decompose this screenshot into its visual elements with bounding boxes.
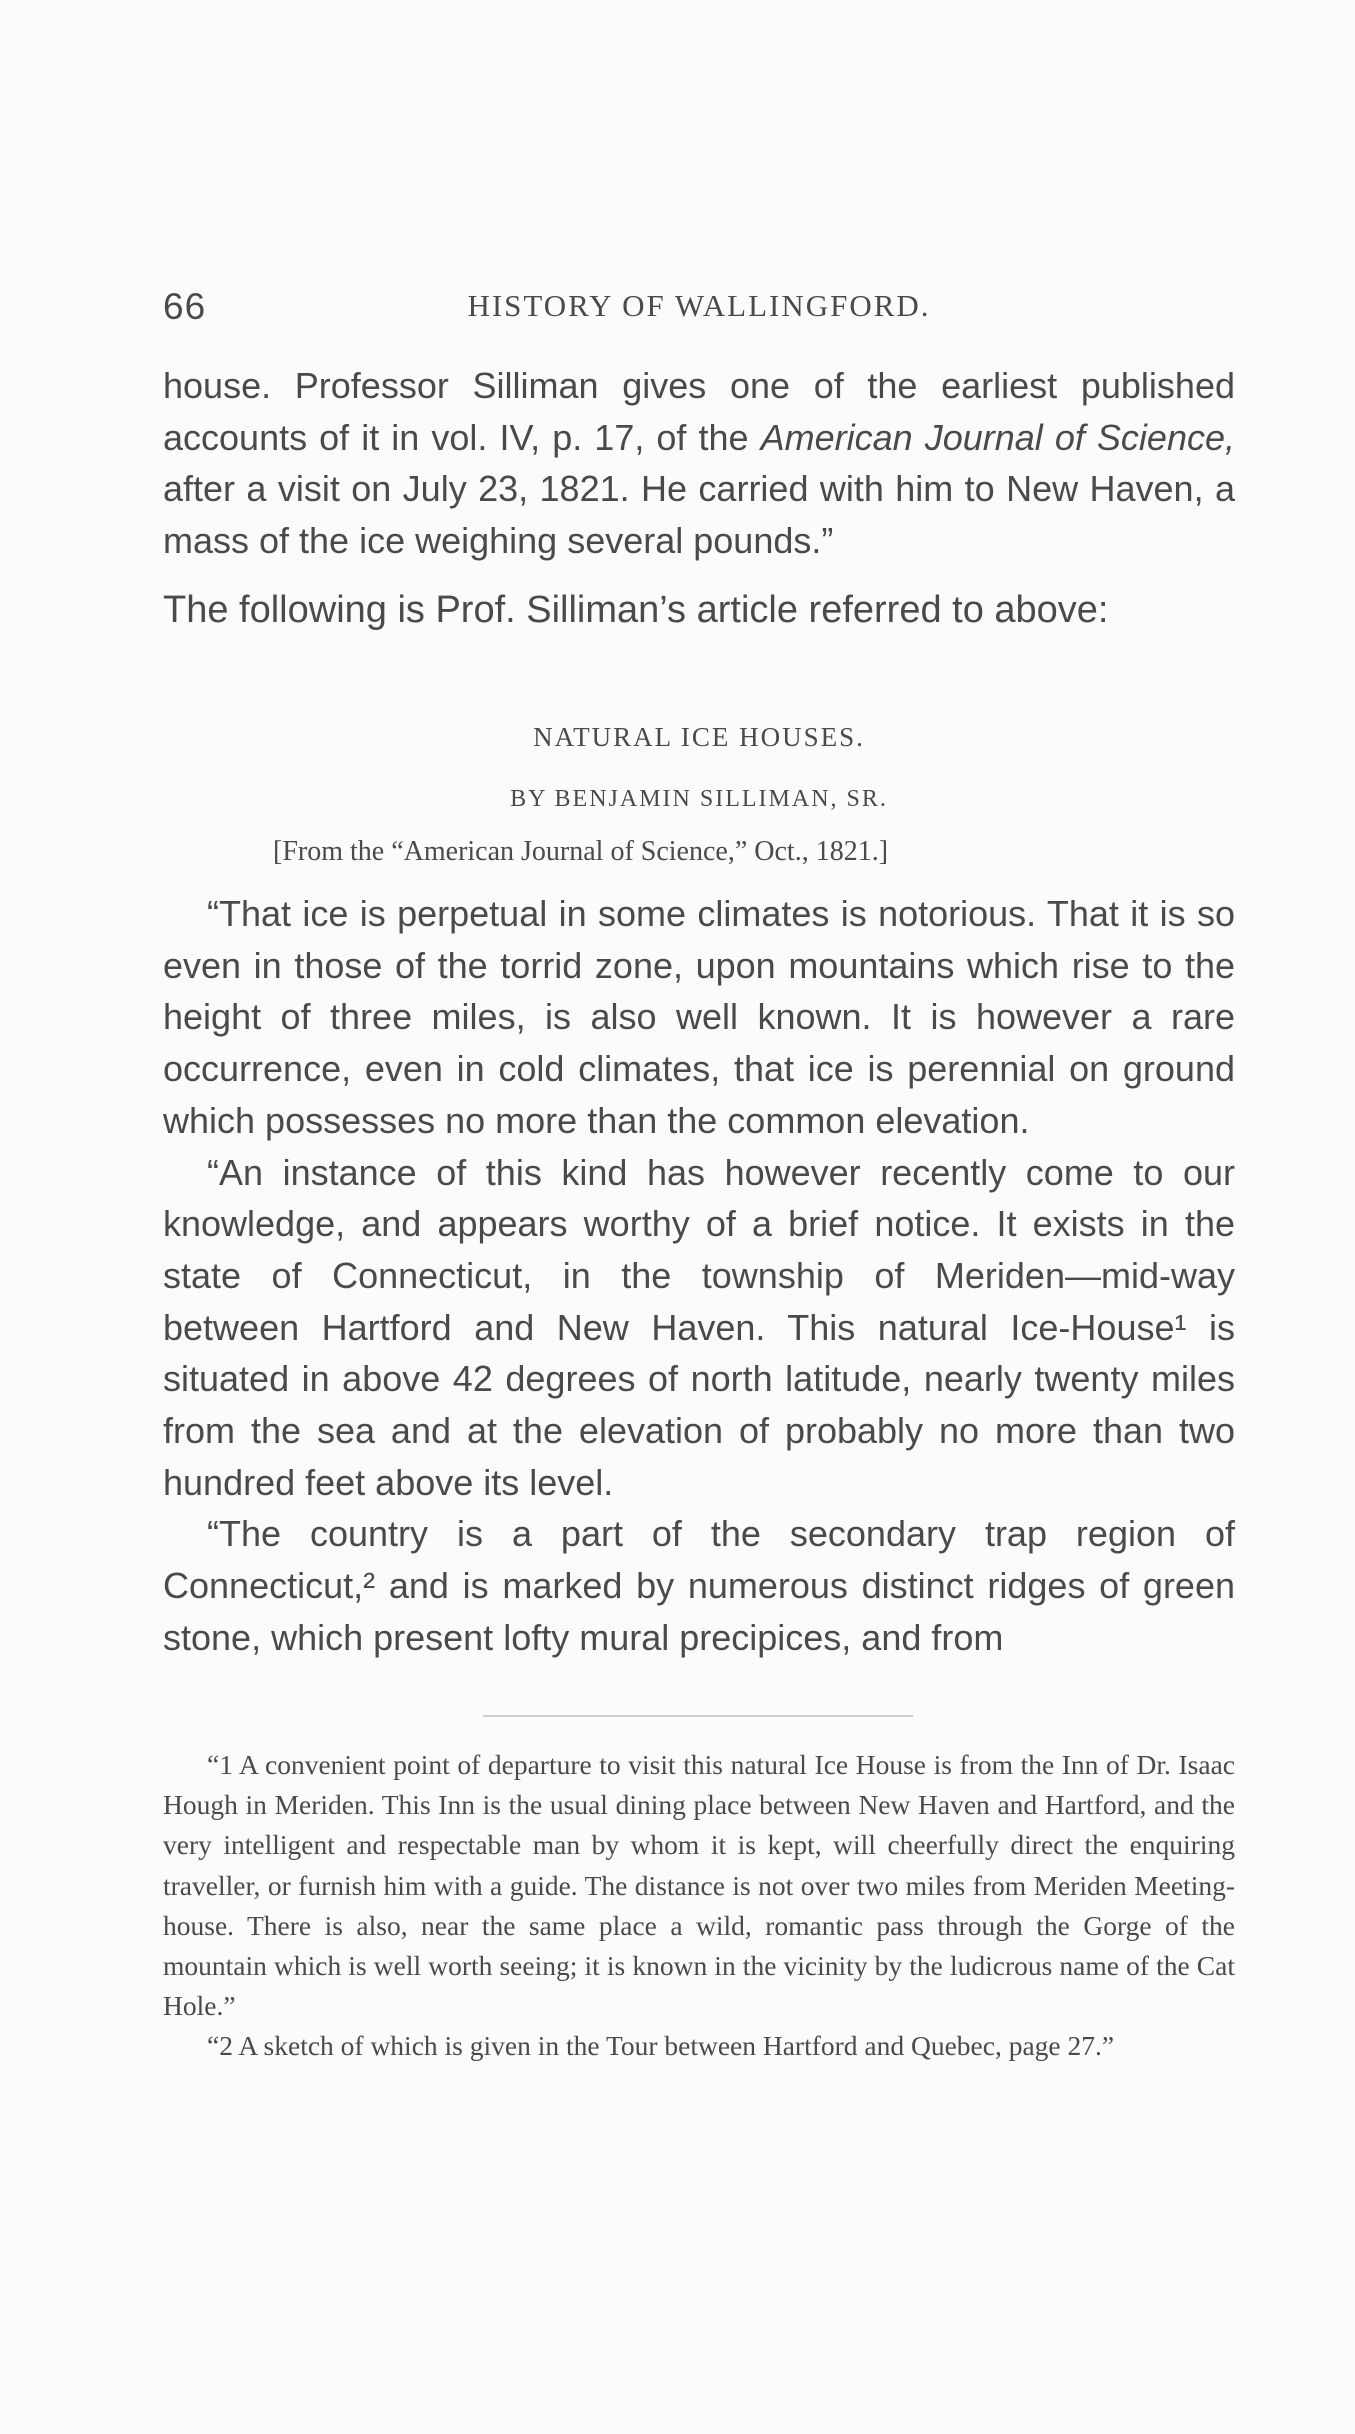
article-body [163, 888, 1235, 1664]
footnote-divider [483, 1715, 913, 1717]
intro-text-end: after a visit on July 23, 1821. He carried with him to New Haven, a mass of the ice weighing several pounds.” [163, 468, 1235, 561]
page-number: 66 [163, 286, 207, 327]
footnote: “2 A sketch of which is given in the Tour between Hartford and Quebec, page 27.” [207, 2030, 1115, 2062]
article-paragraph: “The country is a part of the secondary trap region of Connecticut,² and is marked by numerous distinct ridges of green stone, which present lofty mural precipices, and from [163, 1513, 1235, 1658]
journal-title: American Journal of Science, [760, 416, 1235, 458]
article-source: [From the “American Journal of Science,” Oct., 1821.] [273, 836, 889, 867]
intro-paragraph [163, 360, 1235, 566]
page-header [163, 286, 1235, 330]
running-head: HISTORY OF WALLINGFORD. [467, 288, 931, 323]
article-title: NATURAL ICE HOUSES. [533, 722, 865, 752]
intro-text-start: house. Professor Silliman gives one of the earliest published accounts of it in vol. IV, p. 17, of the [163, 365, 1235, 458]
footnotes [163, 1745, 1235, 2067]
article-paragraph: “An instance of this kind has however recently come to our knowledge, and appears worthy of a brief notice. It exists in the state of Connecticut, in the township of Meriden—mid-way between Hartford and New Haven. This natural Ice-House¹ is situated in above 42 degrees of north latitude, nearly twenty miles from the sea and at the elevation of probably no more than two hundred feet above its level. [163, 1151, 1235, 1503]
footnote: “1 A convenient point of departure to visit this natural Ice House is from the Inn of Dr. Isaac Hough in Meriden. This Inn is the usual dining place between New Haven and Hartford, and the very intelligent and respectable man by whom it is kept, will cheerfully direct the enquiring traveller, or furnish him with a guide. The distance is not over two miles from Meriden Meeting-house. There is also, near the same place a wild, romantic pass through the Gorge of the mountain which is well worth seeing; it is known in the vicinity by the ludicrous name of the Cat Hole.” [163, 1749, 1235, 2022]
article-byline: BY BENJAMIN SILLIMAN, SR. [510, 786, 888, 812]
article-paragraph: “That ice is perpetual in some climates is notorious. That it is so even in those of the torrid zone, upon mountains which rise to the height of three miles, is also well known. It is however a rare occurrence, even in cold climates, that ice is perennial on ground which possesses no more than the common elevation. [163, 893, 1235, 1141]
lead-in-paragraph: The following is Prof. Silliman’s article referred to above: [163, 589, 1109, 631]
